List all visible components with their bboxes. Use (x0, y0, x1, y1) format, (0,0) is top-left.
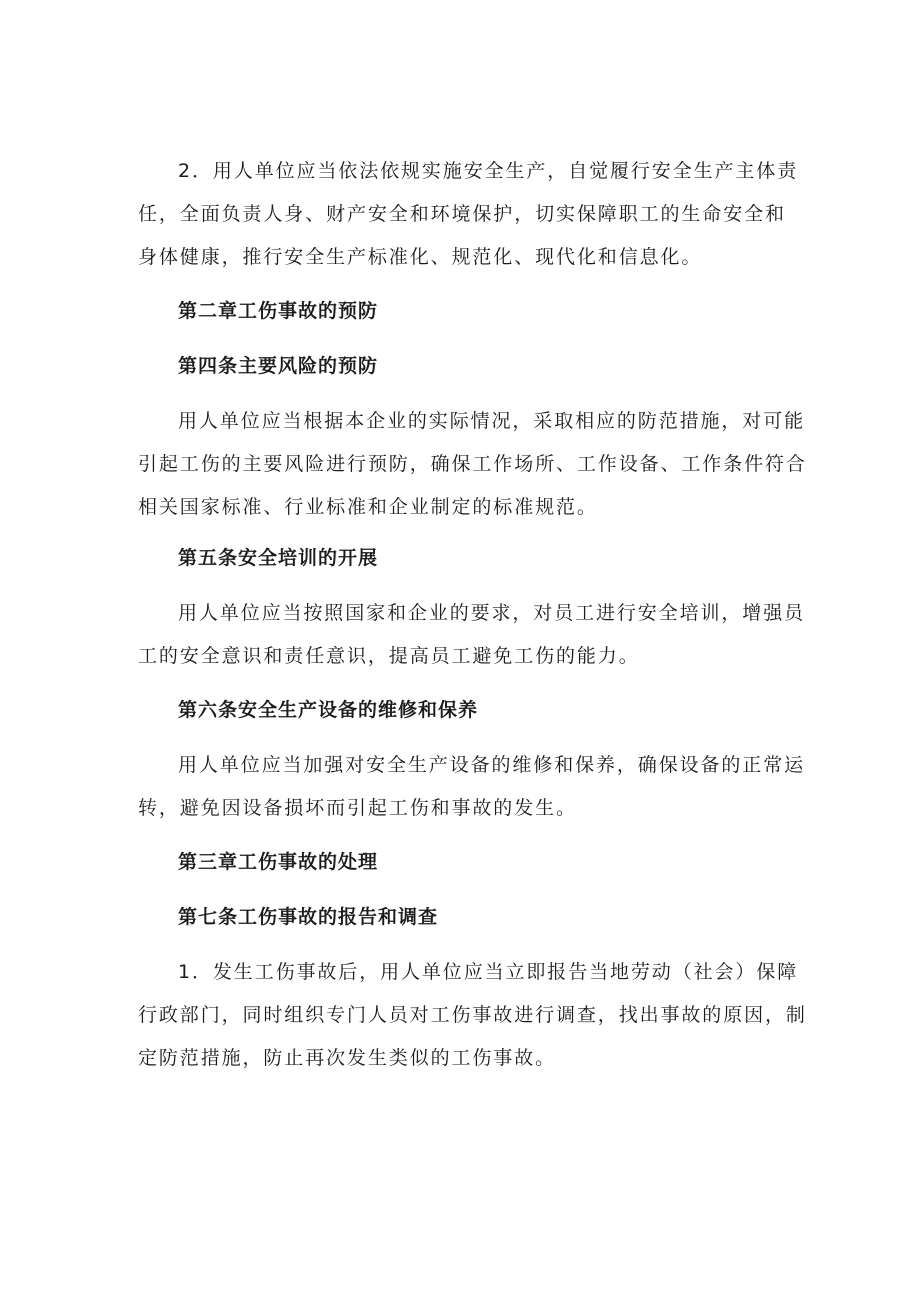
paragraph-line: 2．用人单位应当依法依规实施安全生产，自觉履行安全生产主体责 (178, 160, 799, 182)
paragraph-article-4 (138, 400, 807, 529)
paragraph-line: 身体健康，推行安全生产标准化、规范化、现代化和信息化。 (138, 246, 703, 268)
paragraph-line: 用人单位应当加强对安全生产设备的维修和保养，确保设备的正常运 (178, 754, 806, 776)
paragraph-line: 任，全面负责人身、财产安全和环境保护，切实保障职工的生命安全和 (138, 203, 786, 225)
paragraph-line: 转，避免因设备损坏而引起工伤和事故的发生。 (138, 797, 577, 819)
article-heading-5: 第五条安全培训的开展 (178, 547, 379, 569)
paragraph-line: 引起工伤的主要风险进行预防，确保工作场所、工作设备、工作条件符合 (138, 453, 807, 475)
paragraph-line: 行政部门，同时组织专门人员对工伤事故进行调查，找出事故的原因，制 (138, 1004, 807, 1026)
paragraph-line: 相关国家标准、行业标准和企业制定的标准规范。 (138, 496, 598, 518)
paragraph-line: 定防范措施，防止再次发生类似的工伤事故。 (138, 1047, 557, 1069)
article-heading-7: 第七条工伤事故的报告和调查 (178, 906, 439, 928)
paragraph-line: 用人单位应当按照国家和企业的要求，对员工进行安全培训，增强员 (178, 602, 806, 624)
paragraph-article-6 (138, 744, 806, 830)
paragraph-article-5 (138, 592, 806, 678)
article-heading-6: 第六条安全生产设备的维修和保养 (178, 699, 479, 721)
paragraph-article-3-item-2 (138, 150, 799, 279)
article-heading-4: 第四条主要风险的预防 (178, 355, 379, 377)
chapter-heading-2: 第二章工伤事故的预防 (178, 300, 379, 322)
paragraph-line: 工的安全意识和责任意识，提高员工避免工伤的能力。 (138, 645, 640, 667)
chapter-heading-3: 第三章工伤事故的处理 (178, 851, 379, 873)
paragraph-line: 用人单位应当根据本企业的实际情况，采取相应的防范措施，对可能 (178, 410, 806, 432)
paragraph-line: 1．发生工伤事故后，用人单位应当立即报告当地劳动（社会）保障 (178, 961, 799, 983)
paragraph-article-7-item-1 (138, 951, 807, 1080)
